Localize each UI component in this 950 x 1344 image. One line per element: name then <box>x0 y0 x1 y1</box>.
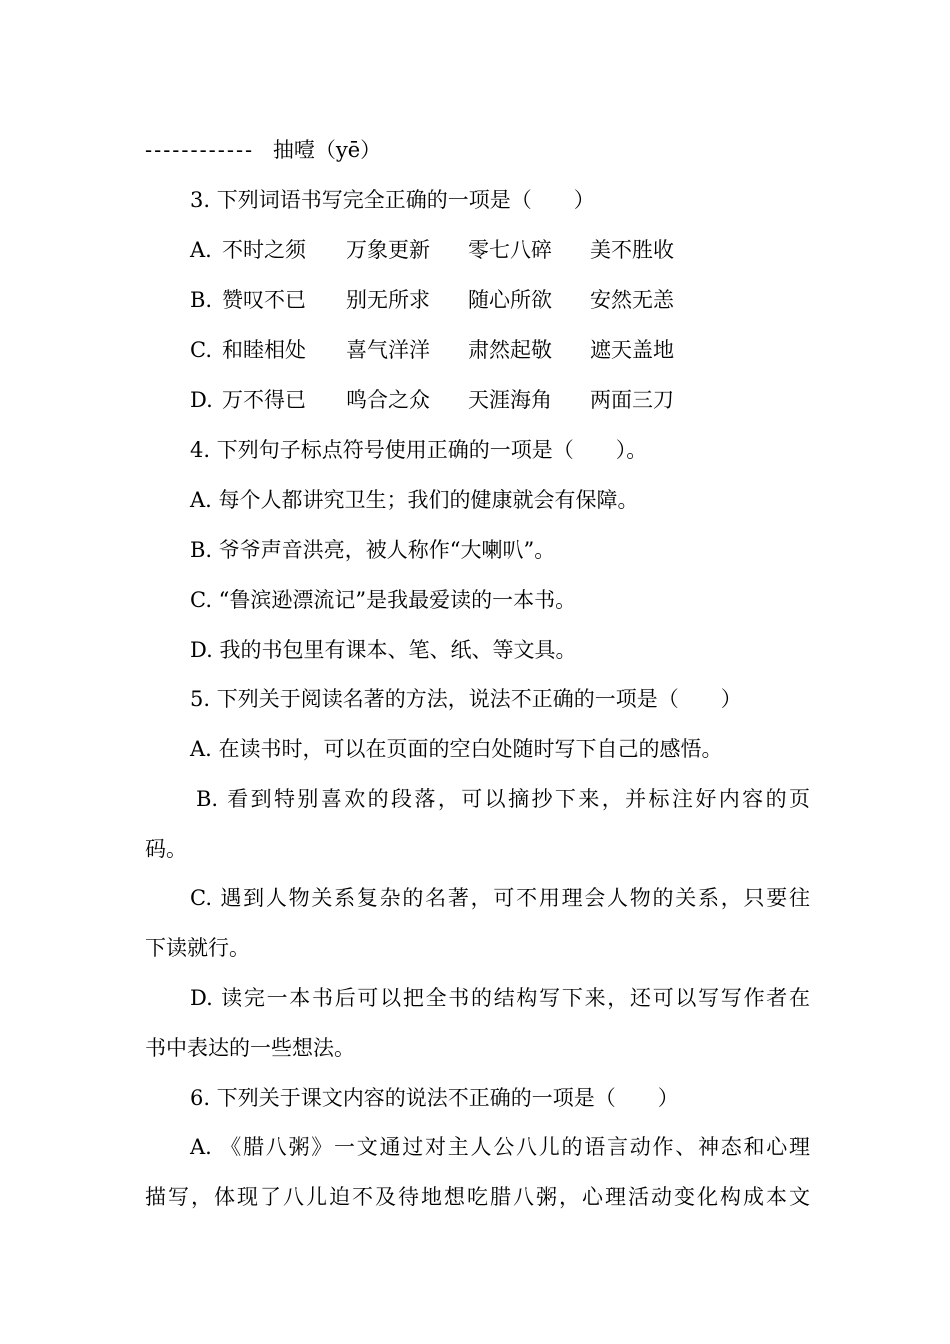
option-word: 安然无恙 <box>590 288 674 312</box>
question-5-option-c-line-2: 下读就行。 <box>145 936 250 960</box>
option-word: 两面三刀 <box>590 388 674 412</box>
option-word: 美不胜收 <box>590 238 674 262</box>
question-5-option-b-line-1: B. 看到特别喜欢的段落，可以摘抄下来，并标注好内容的页 <box>196 787 810 811</box>
word-with-pinyin: 抽噎（yē） <box>272 138 382 162</box>
option-label: C. <box>190 338 212 362</box>
question-6-option-a-line-1: A. 《腊八粥》一文通过对主人公八儿的语言动作、神态和心理 <box>190 1135 810 1159</box>
option-word: 赞叹不已 <box>222 288 306 312</box>
option-word: 随心所欲 <box>468 288 552 312</box>
option-word: 喜气洋洋 <box>346 338 430 362</box>
question-3-stem: 3. 下列词语书写完全正确的一项是（ ） <box>190 188 595 212</box>
option-label: A. <box>190 238 212 262</box>
question-5-option-a: A. 在读书时，可以在页面的空白处随时写下自己的感悟。 <box>190 737 723 761</box>
option-label: B. <box>190 288 213 312</box>
option-word: 肃然起敬 <box>468 338 552 362</box>
option-word: 零七八碎 <box>468 238 552 262</box>
question-5-option-b-line-2: 码。 <box>145 837 187 861</box>
question-4-option-b: B. 爷爷声音洪亮，被人称作“大喇叭”。 <box>190 538 556 562</box>
option-word: 遮天盖地 <box>590 338 674 362</box>
option-word: 万不得已 <box>222 388 306 412</box>
option-word: 和睦相处 <box>222 338 306 362</box>
option-word: 别无所求 <box>346 288 430 312</box>
question-4-option-c: C. “鲁滨逊漂流记”是我最爱读的一本书。 <box>190 588 577 612</box>
question-5-stem: 5. 下列关于阅读名著的方法，说法不正确的一项是（ ） <box>190 687 742 711</box>
question-4-stem: 4. 下列句子标点符号使用正确的一项是（ ）。 <box>190 438 648 462</box>
option-word: 不时之须 <box>222 238 306 262</box>
answer-blank: ------------ <box>145 138 255 162</box>
option-word: 天涯海角 <box>468 388 552 412</box>
question-4-option-d: D. 我的书包里有课本、笔、纸、等文具。 <box>190 638 577 662</box>
option-label: D. <box>190 388 213 412</box>
option-word: 鸣合之众 <box>346 388 430 412</box>
question-6-stem: 6. 下列关于课文内容的说法不正确的一项是（ ） <box>190 1086 679 1110</box>
pinyin-line <box>145 134 810 166</box>
question-5-option-c-line-1: C. 遇到人物关系复杂的名著，可不用理会人物的关系，只要往 <box>190 886 810 910</box>
question-6-option-a-line-2: 描写，体现了八儿迫不及待地想吃腊八粥，心理活动变化构成本文 <box>145 1185 810 1209</box>
question-5-option-d-line-1: D. 读完一本书后可以把全书的结构写下来，还可以写写作者在 <box>190 986 810 1010</box>
question-5-option-d-line-2: 书中表达的一些想法。 <box>145 1036 355 1060</box>
option-word: 万象更新 <box>346 238 430 262</box>
question-4-option-a: A. 每个人都讲究卫生；我们的健康就会有保障。 <box>190 488 639 512</box>
